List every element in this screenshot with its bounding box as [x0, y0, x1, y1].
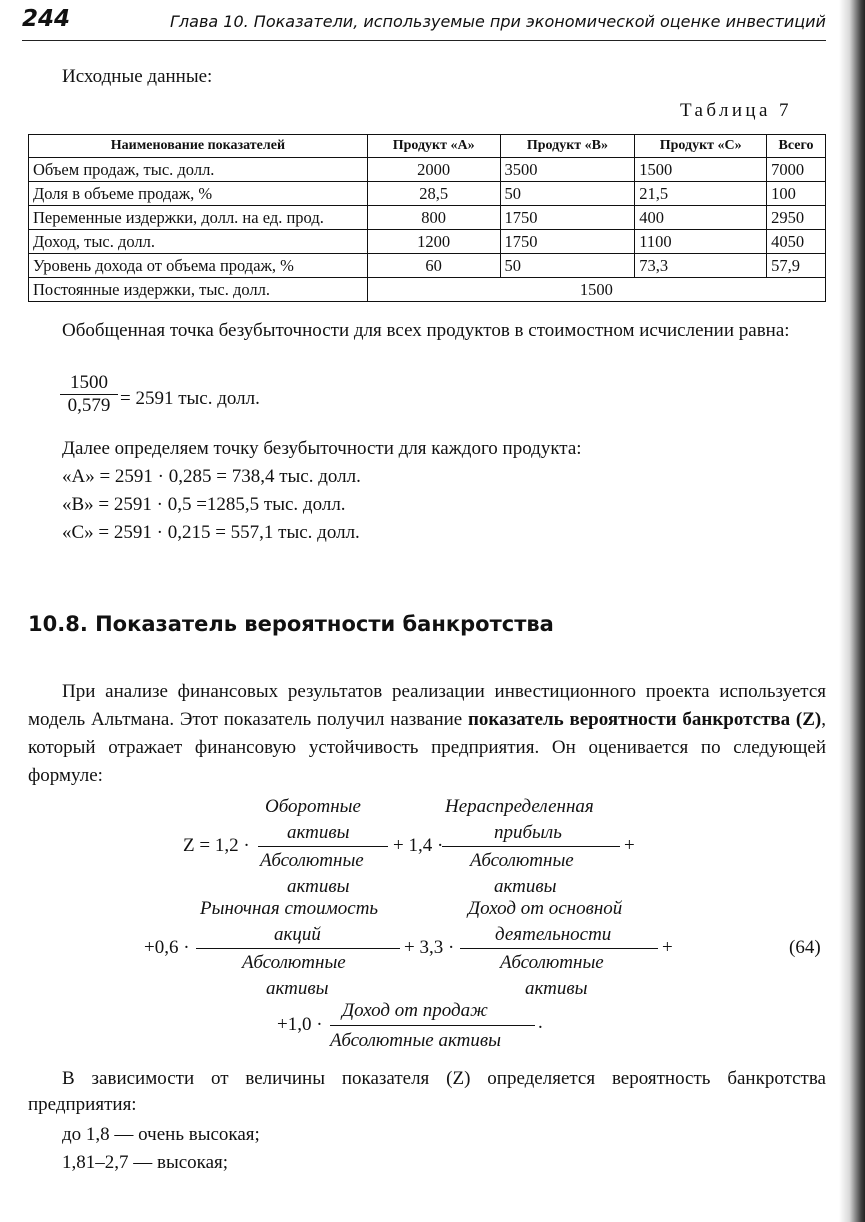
- fraction-bar: [330, 1025, 535, 1026]
- table-cell: 2000: [367, 158, 500, 182]
- fraction-bar: [460, 948, 658, 949]
- formula-text: Абсолютные: [242, 952, 346, 973]
- breakeven-line-a: «А» = 2591 · 0,285 = 738,4 тыс. долл.: [62, 466, 361, 487]
- table-cell: Доля в объеме продаж, %: [29, 182, 368, 206]
- table-cell: Уровень дохода от объема продаж, %: [29, 254, 368, 278]
- breakeven-line-c: «С» = 2591 · 0,215 = 557,1 тыс. долл.: [62, 522, 360, 543]
- table-cell: 3500: [500, 158, 635, 182]
- breakeven-result: = 2591 тыс. долл.: [120, 388, 260, 409]
- table-cell: 1750: [500, 230, 635, 254]
- section-title: 10.8. Показатель вероятности банкротства: [28, 612, 554, 636]
- formula-text: деятельности: [495, 924, 612, 945]
- table-cell: 100: [767, 182, 826, 206]
- formula-text: +: [624, 835, 635, 856]
- list-item: 1,81–2,7 — высокая;: [62, 1152, 229, 1173]
- intro-text: Исходные данные:: [62, 66, 213, 87]
- formula-text: + 1,4 ·: [393, 835, 444, 856]
- formula-text: Абсолютные: [260, 850, 364, 871]
- header-rule: [22, 40, 826, 41]
- breakeven-fraction: [60, 372, 118, 417]
- table-cell: 800: [367, 206, 500, 230]
- formula-text: прибыль: [494, 822, 562, 843]
- table-cell: 400: [635, 206, 767, 230]
- table-row: [29, 206, 826, 230]
- col-header-product-a: Продукт «А»: [367, 135, 500, 158]
- table-cell: 1500: [635, 158, 767, 182]
- table-row: [29, 230, 826, 254]
- table-cell: 60: [367, 254, 500, 278]
- formula-text: Нераспределенная: [445, 796, 594, 817]
- data-table: [28, 134, 826, 302]
- table-cell: 57,9: [767, 254, 826, 278]
- formula-text: Оборотные: [265, 796, 361, 817]
- breakeven-paragraph: Обобщенная точка безубыточности для всех продуктов в стоимостном исчислении равна:: [62, 320, 790, 341]
- formula-text: акций: [274, 924, 321, 945]
- formula-text: активы: [525, 978, 588, 999]
- col-header-product-c: Продукт «С»: [635, 135, 767, 158]
- formula-text: активы: [287, 822, 350, 843]
- table-cell: 50: [500, 254, 635, 278]
- fraction-bar: [258, 846, 388, 847]
- table-cell: 7000: [767, 158, 826, 182]
- formula-text: +1,0 ·: [277, 1014, 323, 1035]
- probability-paragraph: В зависимости от величины показателя (Z) определяется вероятность банкротства предприятия:: [28, 1068, 826, 1115]
- section-paragraph: [28, 678, 826, 790]
- formula-text: Абсолютные активы: [330, 1030, 501, 1051]
- list-item: до 1,8 — очень высокая;: [62, 1124, 260, 1145]
- formula-number: (64): [789, 937, 821, 958]
- formula-text: + 3,3 ·: [404, 937, 455, 958]
- table-row: [29, 158, 826, 182]
- col-header-total: Всего: [767, 135, 826, 158]
- page-number: 244: [22, 6, 71, 32]
- formula-text: активы: [287, 876, 350, 897]
- table-cell: 1100: [635, 230, 767, 254]
- formula-text: Доход от основной: [468, 898, 623, 919]
- table-header-row: [29, 135, 826, 158]
- table-cell: 4050: [767, 230, 826, 254]
- formula-text: .: [538, 1012, 543, 1033]
- page-edge-shadow: [839, 0, 865, 1222]
- fraction-numerator: 1500: [70, 372, 108, 393]
- fraction-bar: [196, 948, 400, 949]
- table-cell: 1750: [500, 206, 635, 230]
- breakeven-next-line: Далее определяем точку безубыточности для каждого продукта:: [62, 438, 582, 459]
- table-cell: 21,5: [635, 182, 767, 206]
- table-cell: Переменные издержки, долл. на ед. прод.: [29, 206, 368, 230]
- table-cell: 28,5: [367, 182, 500, 206]
- paragraph-text: , который отражает финансовую устойчивость предприятия. Он оценивается по следующей формуле:: [28, 709, 826, 786]
- table-cell: 1200: [367, 230, 500, 254]
- fraction-denominator: 0,579: [67, 395, 111, 416]
- table-cell-merged: 1500: [367, 278, 825, 302]
- table-cell: 2950: [767, 206, 826, 230]
- col-header-product-b: Продукт «В»: [500, 135, 635, 158]
- col-header-name: Наименование показателей: [29, 135, 368, 158]
- table-cell: Доход, тыс. долл.: [29, 230, 368, 254]
- formula-text: +: [662, 937, 673, 958]
- table-row: [29, 182, 826, 206]
- formula-text: +0,6 ·: [144, 937, 190, 958]
- formula-text: Доход от продаж: [342, 1000, 488, 1021]
- fraction-bar: [442, 846, 620, 847]
- table-row-fixed-costs: [29, 278, 826, 302]
- formula-text: активы: [494, 876, 557, 897]
- paragraph-text: При анализе финансовых результатов реализации инвестиционного проекта используется модель Альтмана. Этот показатель получил название: [28, 681, 826, 730]
- table-cell: 73,3: [635, 254, 767, 278]
- breakeven-line-b: «В» = 2591 · 0,5 =1285,5 тыс. долл.: [62, 494, 346, 515]
- formula-text: Абсолютные: [470, 850, 574, 871]
- table-cell: Объем продаж, тыс. долл.: [29, 158, 368, 182]
- chapter-title: Глава 10. Показатели, используемые при экономической оценке инвестиций: [170, 12, 826, 31]
- table-row: [29, 254, 826, 278]
- formula-text: Z = 1,2 ·: [183, 835, 250, 856]
- table-cell: Постоянные издержки, тыс. долл.: [29, 278, 368, 302]
- bold-term: показатель вероятности банкротства (Z): [467, 709, 822, 730]
- table-cell: 50: [500, 182, 635, 206]
- table-caption: Таблица 7: [680, 100, 792, 121]
- formula-text: активы: [266, 978, 329, 999]
- formula-text: Абсолютные: [500, 952, 604, 973]
- formula-text: Рыночная стоимость: [200, 898, 379, 919]
